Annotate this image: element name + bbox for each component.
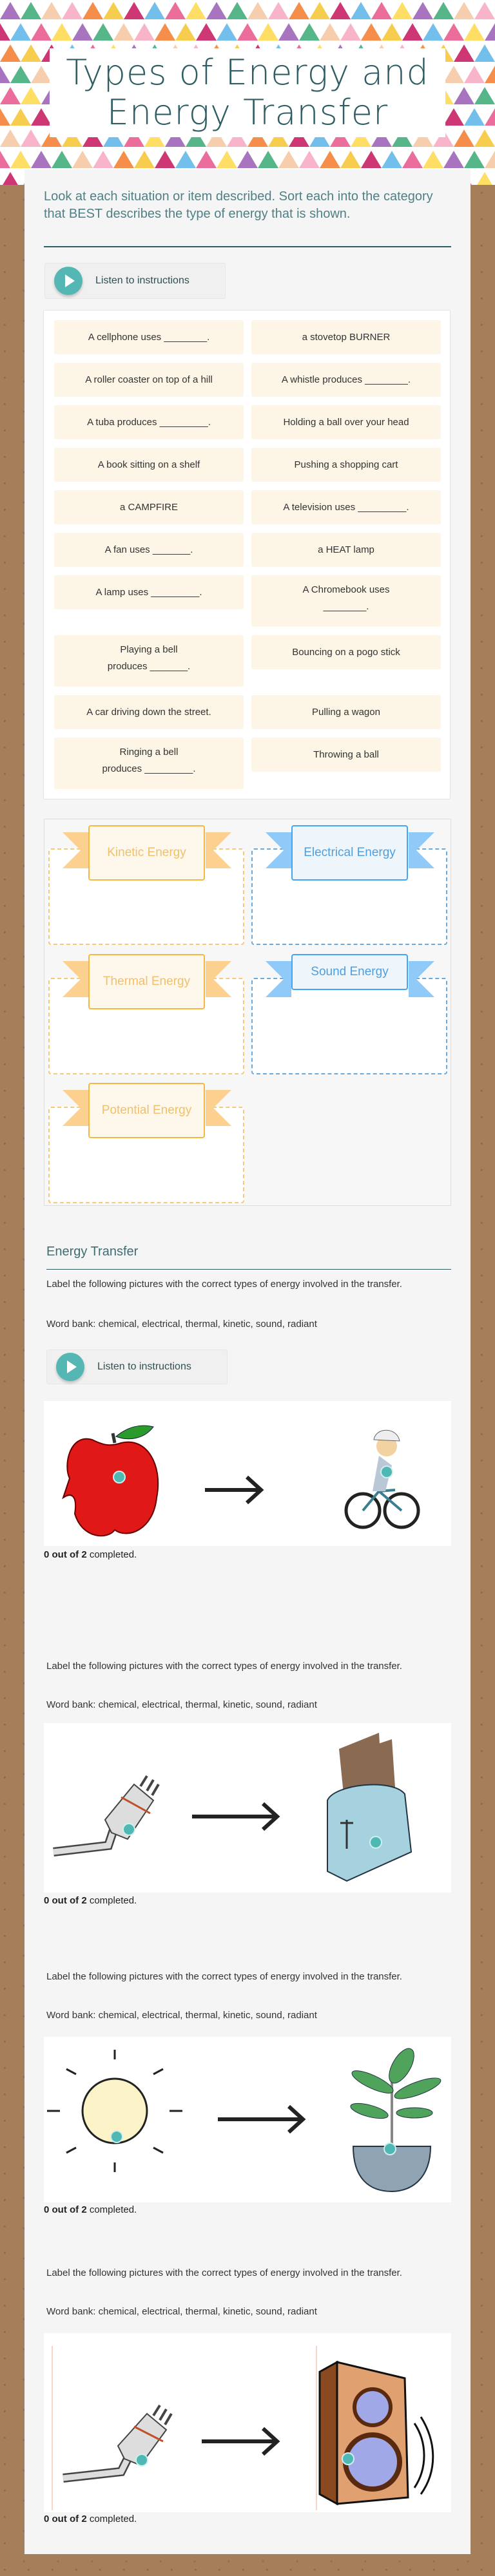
pattern-triangle [402,23,423,41]
pattern-triangle [474,87,495,104]
pattern-triangle [41,2,62,19]
pattern-triangle [0,44,21,62]
pattern-triangle [196,23,217,41]
word-bank: Word bank: chemical, electrical, thermal, kinetic, sound, radiant [46,2010,317,2021]
pattern-triangle [93,23,113,41]
pattern-triangle [134,23,155,41]
pattern-triangle [72,151,93,168]
pattern-triangle [0,66,10,83]
pattern-triangle [474,129,495,147]
hotspot-marker[interactable] [384,2143,396,2155]
category-label-sound: Sound Energy [291,954,408,990]
pattern-triangle [485,151,495,168]
pattern-triangle [217,23,237,41]
exercise-instructions: Label the following pictures with the correct types of energy involved in the transfer. [46,1971,402,1982]
pattern-triangle [175,151,196,168]
pattern-triangle [402,151,423,168]
sort-item[interactable]: A Chromebook uses ________. [251,575,441,627]
pattern-triangle [217,151,237,168]
exercise-image-apple-cyclist [44,1401,451,1546]
pattern-triangle [237,23,258,41]
word-bank: Word bank: chemical, electrical, thermal, kinetic, sound, radiant [46,1699,317,1710]
pattern-triangle [485,66,495,83]
pattern-triangle [433,2,454,19]
hotspot-marker[interactable] [123,1824,135,1835]
arrow-icon [202,2428,277,2454]
sort-item[interactable]: a stovetop BURNER [251,320,441,354]
exercise-instructions: Label the following pictures with the correct types of energy involved in the transfer. [46,2267,402,2278]
sort-item[interactable]: Holding a ball over your head [251,405,441,439]
sort-item[interactable]: A whistle produces ________. [251,363,441,397]
pattern-triangle [340,151,361,168]
title-line-2: Energy Transfer [106,92,389,133]
sort-item[interactable]: A television uses _________. [251,490,441,524]
exercise-instructions: Label the following pictures with the correct types of energy involved in the transfer. [46,1661,402,1672]
toaster-icon [327,1733,411,1881]
pattern-triangle [443,151,464,168]
progress-text: 0 out of 2 completed. [44,2514,137,2524]
play-icon [54,267,82,295]
pattern-triangle [113,151,134,168]
pattern-triangle [258,23,278,41]
plug-icon [63,2405,171,2478]
category-label-kinetic: Kinetic Energy [88,825,205,881]
hotspot-marker[interactable] [136,2454,148,2466]
pattern-triangle [21,129,41,147]
pattern-triangle [464,66,485,83]
pattern-triangle [299,151,320,168]
pattern-triangle [165,2,186,19]
pattern-triangle [382,23,402,41]
pattern-triangle [454,2,474,19]
exercise-image-plug-toaster [44,1723,451,1893]
pattern-triangle [155,23,175,41]
hotspot-marker[interactable] [370,1837,382,1848]
pattern-triangle [474,2,495,19]
category-board [44,819,451,1206]
pattern-triangle [227,2,248,19]
progress-text: 0 out of 2 completed. [44,1549,137,1560]
pattern-triangle [10,66,31,83]
sort-item[interactable]: Ringing a bell produces _________. [54,738,244,789]
play-icon [56,1353,84,1381]
pattern-triangle [31,151,52,168]
pattern-triangle [144,2,165,19]
apple-icon [63,1426,158,1536]
divider [44,246,451,247]
listen-button[interactable] [44,263,226,299]
exercise-instructions: Label the following pictures with the correct types of energy involved in the transfer. [46,1279,402,1290]
sort-item[interactable]: Playing a bell produces _______. [54,635,244,687]
pattern-triangle [443,23,464,41]
divider [46,1269,451,1270]
pattern-triangle [454,44,474,62]
sort-item[interactable]: A tuba produces _________. [54,405,244,439]
pattern-triangle [175,23,196,41]
pattern-triangle [82,2,103,19]
pattern-triangle [330,2,351,19]
pattern-triangle [10,108,31,126]
word-bank: Word bank: chemical, electrical, thermal, kinetic, sound, radiant [46,2306,317,2317]
listen-label: Listen to instructions [95,275,189,286]
arrow-icon [218,2106,303,2132]
pattern-triangle [278,23,299,41]
title-line-1: Types of Energy and [66,52,429,93]
pattern-triangle [361,23,382,41]
pattern-triangle [206,2,227,19]
pattern-triangle [31,66,52,83]
sort-items-bank [43,310,451,799]
sort-item[interactable]: Bouncing on a pogo stick [251,635,441,669]
category-label-thermal: Thermal Energy [88,954,205,1009]
pattern-triangle [443,108,464,126]
pattern-triangle [0,172,21,185]
pattern-triangle [0,129,21,147]
sort-item[interactable]: A roller coaster on top of a hill [54,363,244,397]
sort-item[interactable]: Pulling a wagon [251,695,441,729]
pattern-triangle [52,23,72,41]
sort-item[interactable]: A cellphone uses ________. [54,320,244,354]
pattern-triangle [474,172,495,185]
pattern-triangle [52,151,72,168]
sort-item[interactable]: A fan uses _______. [54,533,244,567]
pattern-triangle [309,2,330,19]
pattern-triangle [258,151,278,168]
pattern-triangle [464,151,485,168]
pattern-triangle [485,23,495,41]
arrow-icon [205,1477,261,1503]
pattern-triangle [454,129,474,147]
pattern-triangle [320,23,340,41]
sort-item[interactable]: Throwing a ball [251,738,441,772]
pattern-triangle [485,108,495,126]
pattern-triangle [464,23,485,41]
pattern-triangle [320,151,340,168]
hotspot-marker[interactable] [381,1466,393,1478]
arrow-icon [192,1804,277,1829]
category-label-potential: Potential Energy [88,1083,205,1138]
pattern-triangle [423,151,443,168]
pattern-triangle [21,87,41,104]
pattern-triangle [0,151,10,168]
pattern-triangle [124,2,144,19]
pattern-triangle [62,2,82,19]
pattern-triangle [10,151,31,168]
section-heading: Energy Transfer [46,1245,139,1259]
pattern-triangle [21,44,41,62]
sort-item[interactable]: A lamp uses _________. [54,575,244,609]
exercise-image-sun-plant [44,2037,451,2202]
sort-item[interactable]: Pushing a shopping cart [251,448,441,482]
pattern-triangle [93,151,113,168]
pattern-triangle [299,23,320,41]
cyclist-icon [346,1430,418,1527]
pattern-triangle [412,2,433,19]
listen-label: Listen to instructions [97,1361,191,1372]
pattern-triangle [278,151,299,168]
hotspot-marker[interactable] [113,1471,125,1483]
pattern-triangle [31,23,52,41]
pattern-triangle [340,23,361,41]
pattern-triangle [248,2,268,19]
pattern-triangle [351,2,371,19]
progress-text: 0 out of 2 completed. [44,1895,137,1906]
listen-button[interactable] [46,1350,228,1384]
instructions-text: Look at each situation or item described. Sort each into the category that BEST describes the type of energy that is shown. [44,189,433,221]
exercise-image-plug-speaker [44,2333,451,2512]
pattern-triangle [186,2,206,19]
pattern-triangle [134,151,155,168]
pattern-triangle [155,151,175,168]
pattern-triangle [289,2,309,19]
hotspot-marker[interactable] [111,2131,122,2142]
pattern-triangle [443,66,464,83]
pattern-triangle [361,151,382,168]
sort-item[interactable]: a HEAT lamp [251,533,441,567]
pattern-triangle [103,2,124,19]
progress-text: 0 out of 2 completed. [44,2204,137,2215]
pattern-triangle [464,108,485,126]
pattern-triangle [72,23,93,41]
sort-item[interactable]: a CAMPFIRE [54,490,244,524]
sun-icon [47,2050,182,2172]
pattern-triangle [0,23,10,41]
pattern-triangle [0,108,10,126]
pattern-triangle [113,23,134,41]
word-bank: Word bank: chemical, electrical, thermal, kinetic, sound, radiant [46,1319,317,1330]
speaker-icon [320,2362,433,2504]
pattern-triangle [392,2,412,19]
plant-icon [349,2045,443,2191]
page-title [50,48,445,137]
pattern-triangle [268,2,289,19]
sort-item[interactable]: A book sitting on a shelf [54,448,244,482]
pattern-triangle [0,87,21,104]
pattern-triangle [474,44,495,62]
plug-icon [53,1776,159,1852]
pattern-triangle [382,151,402,168]
pattern-triangle [31,108,52,126]
pattern-triangle [423,23,443,41]
pattern-triangle [10,23,31,41]
pattern-triangle [454,87,474,104]
pattern-triangle [237,151,258,168]
pattern-triangle [21,2,41,19]
sort-item[interactable]: A car driving down the street. [54,695,244,729]
category-label-electrical: Electrical Energy [291,825,408,881]
hotspot-marker[interactable] [342,2453,354,2465]
pattern-triangle [0,2,21,19]
pattern-triangle [371,2,392,19]
pattern-triangle [196,151,217,168]
